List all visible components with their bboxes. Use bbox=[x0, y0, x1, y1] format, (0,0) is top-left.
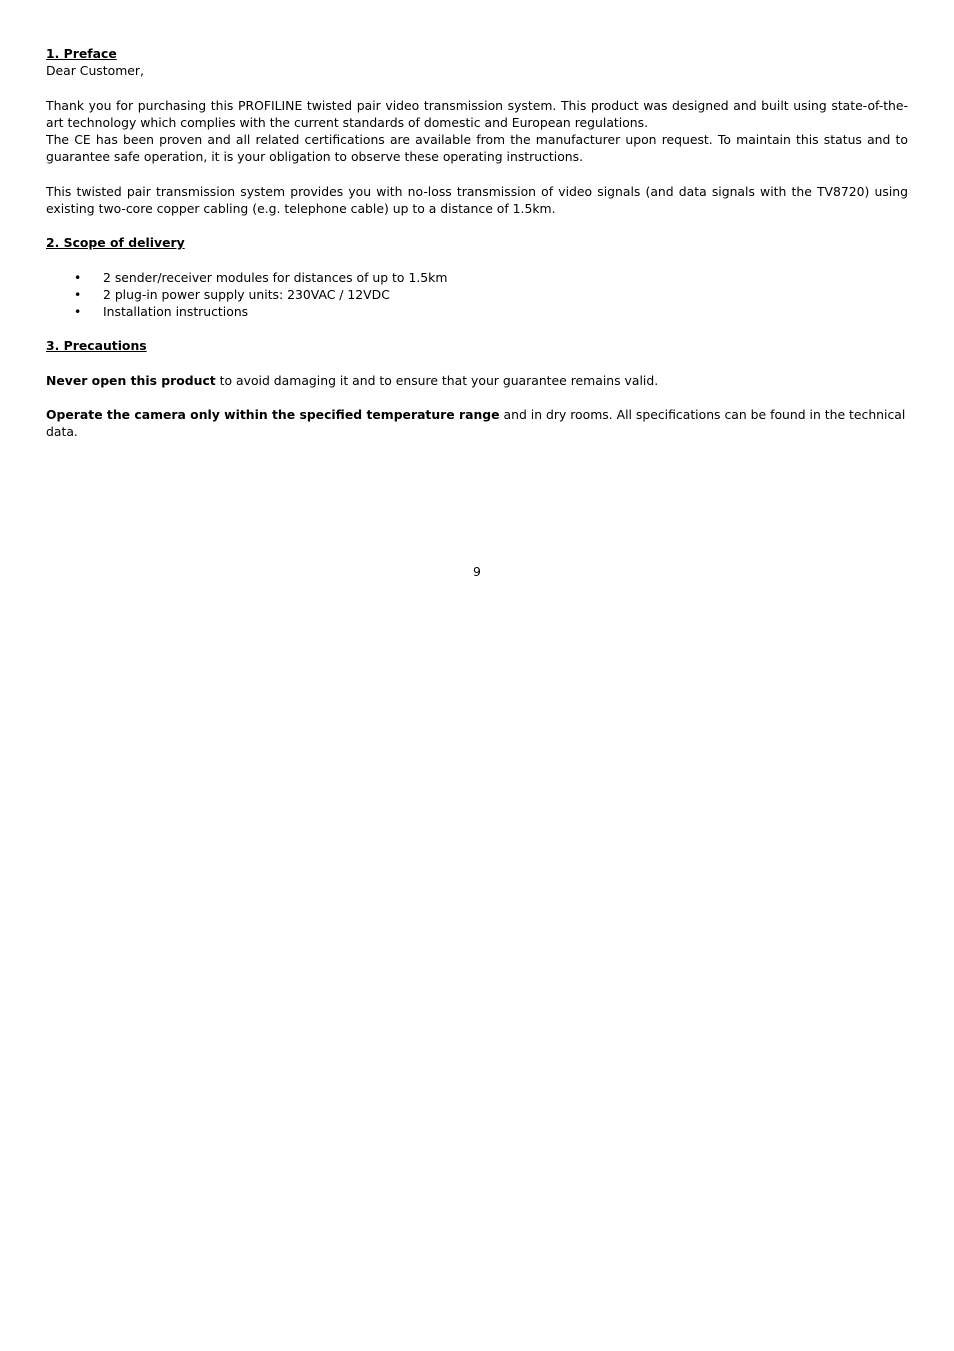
spacer bbox=[46, 355, 908, 372]
precaution-note-1 bbox=[46, 372, 908, 389]
precautions-heading: 3. Precautions bbox=[46, 338, 147, 354]
precaution-note-2-emphasis: Operate the camera only within the specified temperature range bbox=[46, 407, 500, 423]
list-item-text: 2 plug-in power supply units: 230VAC / 12VDC bbox=[103, 286, 390, 302]
bullet-icon: • bbox=[74, 269, 82, 285]
spacer bbox=[46, 389, 908, 406]
bullet-icon: • bbox=[74, 303, 82, 319]
scope-heading: 2. Scope of delivery bbox=[46, 235, 185, 251]
list-item-text: Installation instructions bbox=[103, 303, 249, 319]
preface-heading: 1. Preface bbox=[46, 46, 117, 61]
spacer bbox=[46, 165, 908, 182]
list-item bbox=[46, 269, 908, 286]
precaution-note-2-text: and in dry rooms. All specifications can be found in the technical data. bbox=[46, 407, 906, 440]
precaution-note-1-emphasis: Never open this product bbox=[46, 372, 216, 388]
spacer bbox=[46, 320, 908, 337]
spacer bbox=[46, 251, 908, 268]
salutation: Dear Customer, bbox=[46, 63, 144, 79]
preface-paragraph-3: This twisted pair transmission system provides you with no-loss transmission of video signals (and data signals with the TV8720) using existing two-core copper cabling (e.g. telephone cable) up to a distance of 1.5km. bbox=[46, 183, 908, 216]
preface-paragraph-1: Thank you for purchasing this PROFILINE twisted pair video transmission system. This product was designed and built using state-of-the-art technology which complies with the current standards of domestic and European regulations. bbox=[46, 97, 908, 130]
precaution-note-1-text: to avoid damaging it and to ensure that your guarantee remains valid. bbox=[215, 372, 659, 388]
list-item bbox=[46, 303, 908, 320]
precaution-note-2 bbox=[46, 406, 908, 440]
spacer bbox=[46, 217, 908, 234]
list-item bbox=[46, 286, 908, 303]
preface-paragraph-2: The CE has been proven and all related certifications are available from the manufacturer upon request. To maintain this status and to guarantee safe operation, it is your obligation to observe these operating instructions. bbox=[46, 132, 908, 165]
delivery-list bbox=[46, 269, 908, 321]
bullet-icon: • bbox=[74, 286, 82, 302]
spacer bbox=[46, 79, 908, 96]
document-body bbox=[46, 45, 908, 441]
list-item-text: 2 sender/receiver modules for distances of up to 1.5km bbox=[103, 269, 448, 285]
page-number: 9 bbox=[473, 564, 481, 579]
